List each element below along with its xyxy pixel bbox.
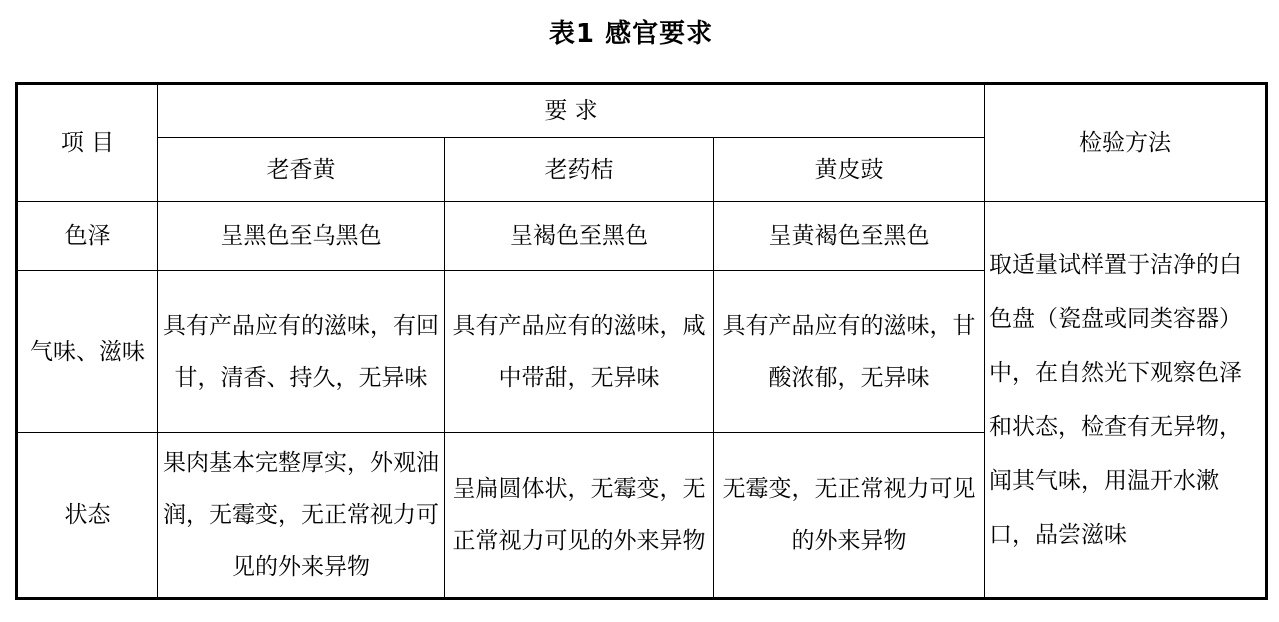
row-state-item — [17, 433, 158, 599]
requirement-text: 呈扁圆体状，无霉变，无正常视力可见的外来异物 — [452, 476, 706, 554]
row-state-value-2 — [445, 433, 714, 599]
requirement-text: 具有产品应有的滋味，咸中带甜，无异味 — [452, 312, 706, 391]
header-requirement-cell — [158, 84, 985, 138]
requirement-text: 呈褐色至黑色 — [510, 223, 648, 249]
sensory-requirements-table — [15, 82, 1268, 600]
method-cell — [985, 202, 1267, 599]
requirement-text: 具有产品应有的滋味，有回甘，清香、持久，无异味 — [163, 312, 439, 391]
row-item-label: 气味、滋味 — [30, 338, 145, 365]
header-variety-1 — [158, 138, 445, 202]
row-state-value-3 — [714, 433, 985, 599]
requirement-text: 具有产品应有的滋味，甘酸浓郁，无异味 — [722, 312, 976, 391]
row-color-value-3 — [714, 202, 985, 271]
header-item-label: 项 目 — [60, 130, 115, 156]
header-method-cell — [985, 84, 1267, 202]
header-requirement-label: 要 求 — [544, 98, 598, 124]
requirement-text: 呈黄褐色至黑色 — [768, 223, 930, 249]
header-method-label: 检验方法 — [1079, 130, 1172, 156]
row-state-value-1 — [158, 433, 445, 599]
header-item-cell — [17, 84, 158, 202]
row-color-item — [17, 202, 158, 271]
row-item-label: 状态 — [64, 502, 111, 528]
table-title: 表1 感官要求 — [548, 19, 714, 49]
row-color-value-2 — [445, 202, 714, 271]
requirement-text: 无霉变，无正常视力可见的外来异物 — [722, 476, 976, 554]
row-taste-value-2 — [445, 271, 714, 433]
variety-label: 黄皮豉 — [814, 156, 884, 183]
header-variety-3 — [714, 138, 985, 202]
variety-label: 老药桔 — [544, 156, 614, 183]
header-variety-2 — [445, 138, 714, 202]
row-taste-value-3 — [714, 271, 985, 433]
row-item-label: 色泽 — [64, 223, 111, 249]
variety-label: 老香黄 — [266, 156, 336, 183]
row-color-value-1 — [158, 202, 445, 271]
row-taste-item — [17, 271, 158, 433]
method-text: 取适量试样置于洁净的白色盘（瓷盘或同类容器）中，在自然光下观察色泽和状态，检查有无异物，闻其气味，用温开水漱口，品尝滋味 — [989, 251, 1243, 548]
requirement-text: 果肉基本完整厚实，外观油润，无霉变，无正常视力可见的外来异物 — [163, 450, 439, 580]
row-taste-value-1 — [158, 271, 445, 433]
requirement-text: 呈黑色至乌黑色 — [220, 223, 382, 249]
